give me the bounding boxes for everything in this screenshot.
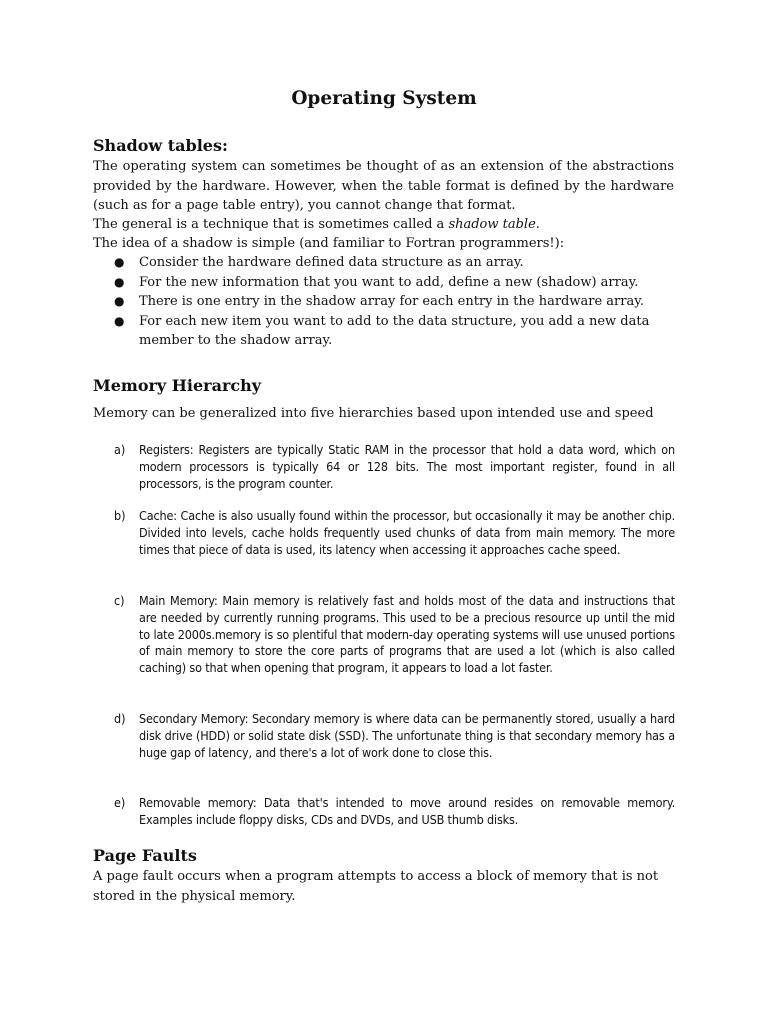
list-item-text: Registers: Registers are typically Static RAM in the processor that hold a data word, which on modern processors is typically 64 or 128 bits. The most important register, found in all processors, is the program counter.	[139, 442, 675, 491]
list-item-text: Secondary Memory: Secondary memory is where data can be permanently stored, usually a hard disk drive (HDD) or solid state disk (SSD). The unfortunate thing is that secondary memory has a huge gap of latency, and there's a lot of work done to close this.	[139, 711, 675, 760]
list-item-text: Cache: Cache is also usually found within the processor, but occasionally it may be another chip. Divided into levels, cache holds frequently used chunks of data from main memory. The more times that piece of data is used, its latency when accessing it approaches cache speed.	[139, 508, 675, 557]
shadow-tables-heading: Shadow tables:	[93, 136, 228, 155]
memory-hierarchy-intro: Memory can be generalized into five hierarchies based upon intended use and speed	[93, 406, 654, 421]
list-item	[93, 795, 675, 829]
bullet-text: For the new information that you want to add, define a new (shadow) array.	[139, 274, 639, 290]
list-marker: d)	[114, 711, 126, 726]
bullet-text: For each new item you want to add to the data structure, you add a new data member to the shadow array.	[139, 313, 650, 348]
list-item	[93, 273, 675, 293]
list-marker: e)	[114, 795, 126, 810]
list-item-text: Main Memory: Main memory is relatively fast and holds most of the data and instructions that are needed by currently running programs. This used to be a precious resource up until the mid to late 2000s.memory is so plentiful that modern-day operating systems will use unused portions of main memory to store the core parts of programs that are used a lot (which is also called caching) so that when opening that program, it appears to load a lot faster.	[139, 593, 675, 676]
page-faults-paragraph: A page fault occurs when a program attempts to access a block of memory that is not stored in the physical memory.	[93, 869, 659, 904]
list-item-text: Removable memory: Data that's intended to move around resides on removable memory. Examples include floppy disks, CDs and DVDs, and USB thumb disks.	[139, 795, 675, 827]
bullet-icon: ●	[114, 274, 125, 289]
shadow-table-term: shadow table	[448, 217, 536, 232]
bullet-text: There is one entry in the shadow array for each entry in the hardware array.	[139, 294, 644, 309]
shadow-tables-paragraph-3: The idea of a shadow is simple (and familiar to Fortran programmers!):	[93, 236, 565, 251]
bullet-icon: ●	[114, 313, 125, 328]
shadow-tables-paragraph-1: The operating system can sometimes be thought of as an extension of the abstractions provided by the hardware. However, when the table format is defined by the hardware (such as for a page table entry), you cannot change that format.	[93, 159, 674, 213]
bullet-icon: ●	[114, 255, 125, 269]
list-item	[93, 292, 675, 312]
list-item	[93, 253, 675, 273]
paragraph-2-prefix: The general is a technique that is sometimes called a	[93, 217, 449, 232]
list-item	[93, 442, 675, 492]
list-item	[93, 593, 675, 677]
shadow-tables-bullet-list	[93, 253, 675, 351]
list-item	[93, 711, 675, 761]
list-marker: c)	[114, 593, 125, 608]
list-item	[93, 312, 675, 351]
bullet-text: Consider the hardware defined data structure as an array.	[139, 255, 524, 270]
memory-hierarchy-heading: Memory Hierarchy	[93, 376, 262, 395]
page-faults-heading: Page Faults	[93, 846, 197, 865]
list-marker: b)	[114, 508, 126, 523]
page-title: Operating System	[291, 88, 477, 109]
list-marker: a)	[114, 442, 126, 457]
shadow-tables-paragraph-2	[93, 215, 674, 235]
list-item	[93, 508, 675, 558]
bullet-icon: ●	[114, 294, 125, 308]
paragraph-2-suffix: .	[535, 217, 540, 232]
